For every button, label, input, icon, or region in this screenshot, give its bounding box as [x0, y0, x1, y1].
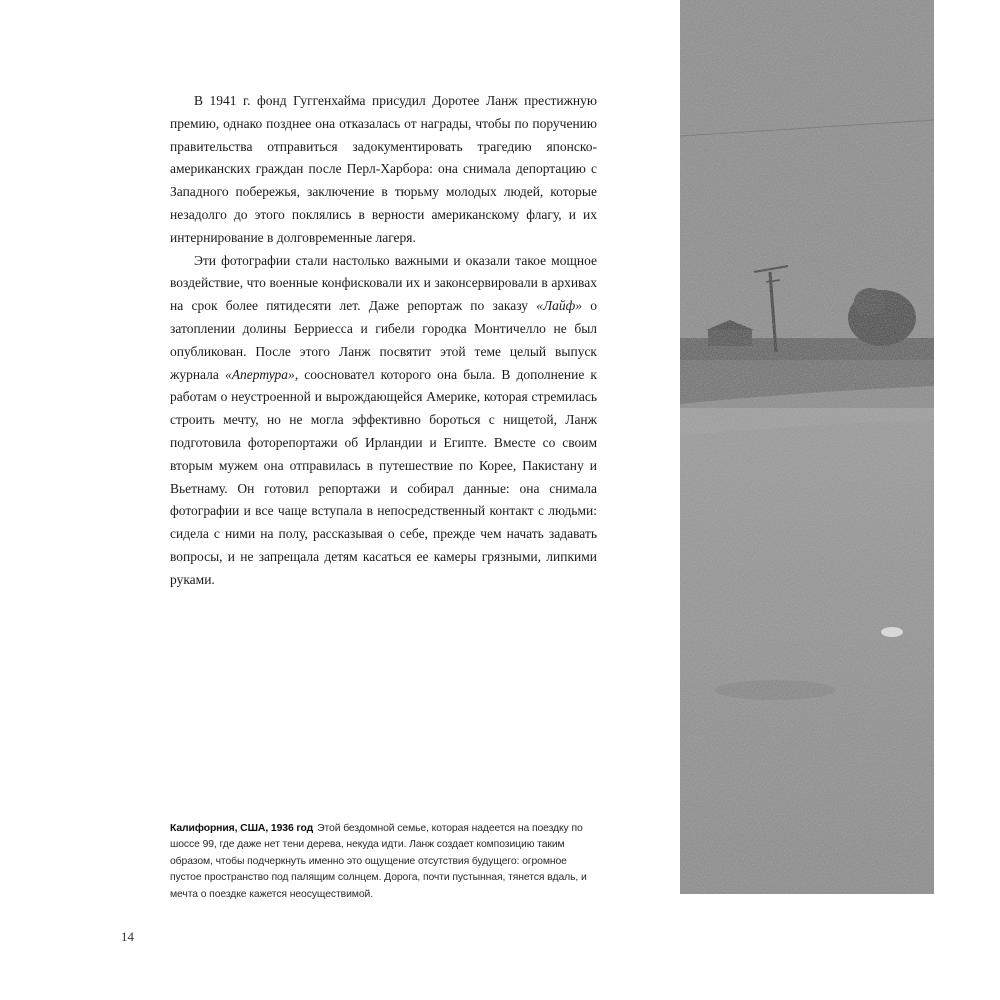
magazine-life-title: «Лайф» [536, 298, 582, 314]
photo-sky [680, 0, 934, 340]
photo-landscape [680, 0, 934, 894]
photo-caption [170, 821, 597, 903]
photo-ground [680, 408, 934, 894]
caption-text: Этой бездомной семье, которая надеется на поездку по шоссе 99, где даже нет тени дерева, некуда идти. Ланж создает композицию таким образом, чтобы подчеркнуть именно это ощущение отсутствия будущего: огромное пустое пространство под палящим солнцем. Дорога, почти пустынная, тянется вдаль, и мечта о поездке кажется неосуществимой. [170, 823, 587, 900]
paragraph-2-part-c: , соосновател которого она была. В дополнение к работам о неустроенной и вырождающейся Америке, которая стремилась строить мечту, но не могла эффективно бороться с нищетой, Ланж подготовила фоторепортажи об Ирландии и Египте. Вместе со своим вторым мужем она отправилась в путешествие по Корее, Пакистану и Вьетнаму. Он готовил репортажи и собирал данные: она снимала фотографии и все чаще вступала в непосредственный контакт с людьми: сидела с ними на полу, рассказывая о себе, прежде чем начать задавать вопросы, и не запрещала детям касаться ее камеры грязными, липкими руками. [170, 366, 597, 587]
paragraph-2-part-b: о затоплении долины Берриесса и гибели городка Монтичелло не был опубликован. После этого Ланж посвятит этой теме целый выпуск журнала [170, 298, 597, 382]
photo-debris [881, 627, 903, 637]
page-number: 14 [121, 929, 134, 944]
photo-shadow [715, 680, 835, 700]
body-text [170, 90, 597, 592]
photo-tree-crown [854, 288, 886, 316]
paragraph-2 [170, 250, 597, 592]
paragraph-1: В 1941 г. фонд Гуггенхайма присудил Доротее Ланж престижную премию, однако позднее она отказалась от награды, чтобы по поручению правительства отправиться задокументировать трагедию японско-американских граждан после Перл-Харбора: она снимала депортацию с Западного побережья, заключение в тюрьму молодых людей, которые незадолго до этого поклялись в верности американскому флагу, и их интернирование в долговременные лагеря. [170, 93, 597, 245]
caption-title: Калифорния, США, 1936 год [170, 823, 314, 834]
magazine-aperture-title: «Апертура» [225, 366, 295, 382]
paragraph-2-part-a: Эти фотографии стали настолько важными и оказали такое мощное воздействие, что военные конфисковали их и законсервировали в архивах на срок более пятидесяти лет. Даже репортаж по заказу [170, 252, 597, 314]
photo-farmhouse [708, 330, 752, 346]
